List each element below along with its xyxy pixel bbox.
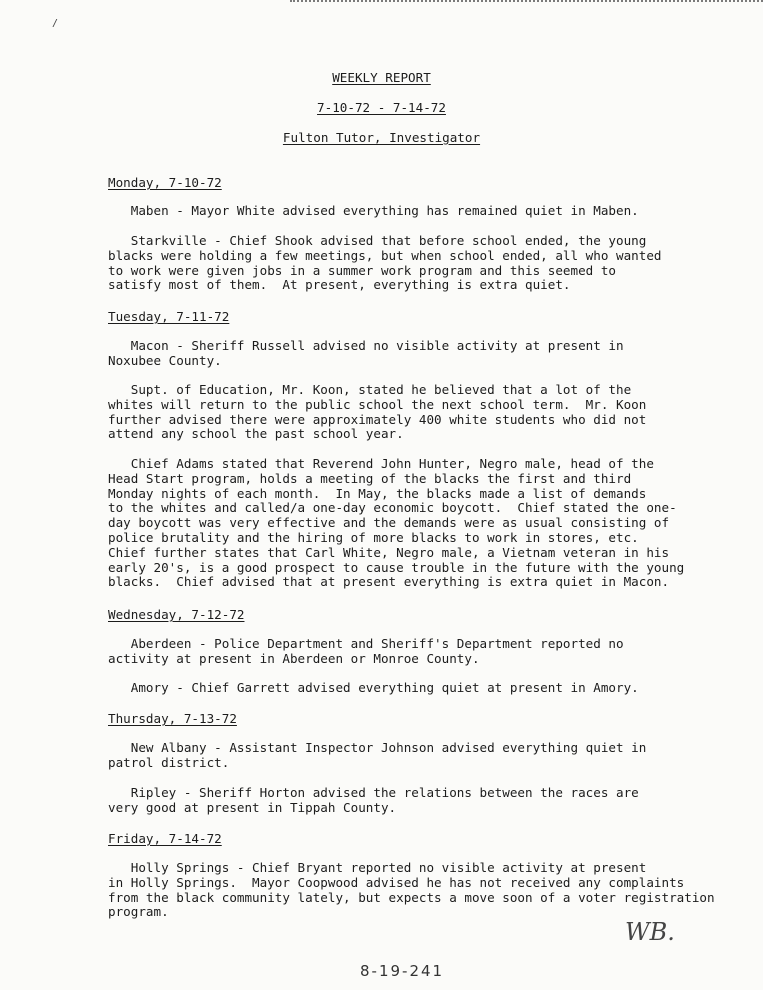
report-paragraph: Supt. of Education, Mr. Koon, stated he believed that a lot of the whites will return to the public school the next school term. Mr. Koon further advised there were approximately 400 white students who did not attend any school the past school year.	[108, 382, 647, 442]
report-paragraph: Macon - Sheriff Russell advised no visible activity at present in Noxubee County.	[108, 338, 624, 368]
day-heading-monday: Monday, 7-10-72	[108, 175, 222, 190]
corner-mark: /	[52, 18, 59, 29]
report-paragraph: Starkville - Chief Shook advised that before school ended, the young blacks were holding a few meetings, but when school ended, all who wanted to work were given jobs in a summer work program and this seemed to satisfy most of them. At present, everything is extra quiet.	[108, 233, 662, 293]
report-paragraph: Holly Springs - Chief Bryant reported no visible activity at present in Holly Springs. Mayor Coopwood advised he has not received any complaints from the black community lately, but expects a move soon of a voter registration program.	[108, 860, 715, 920]
report-paragraph: Chief Adams stated that Reverend John Hunter, Negro male, head of the Head Start program, holds a meeting of the blacks the first and third Monday nights of each month. In May, the blacks made a list of demands to the whites and called/a one-day economic boycott. Chief stated the one- day boycott was very effective and the demands were as usual consisting of police brutality and the hiring of more blacks to work in stores, etc. Chief further states that Carl White, Negro male, a Vietnam veteran in his early 20's, is a good prospect to cause trouble in the future with the young blacks. Chief advised that at present everything is extra quiet in Macon.	[108, 456, 685, 590]
report-paragraph: Maben - Mayor White advised everything has remained quiet in Maben.	[108, 203, 639, 218]
report-paragraph: Ripley - Sheriff Horton advised the relations between the races are very good at present in Tippah County.	[108, 785, 639, 815]
handwritten-initials: WB.	[625, 918, 675, 946]
day-heading-friday: Friday, 7-14-72	[108, 831, 222, 846]
day-heading-wednesday: Wednesday, 7-12-72	[108, 607, 245, 622]
scan-edge-dots	[290, 0, 763, 6]
report-author: Fulton Tutor, Investigator	[282, 130, 481, 145]
day-heading-tuesday: Tuesday, 7-11-72	[108, 309, 230, 324]
report-dates: 7-10-72 - 7-14-72	[317, 100, 446, 115]
report-title: WEEKLY REPORT	[332, 70, 431, 85]
day-heading-thursday: Thursday, 7-13-72	[108, 711, 237, 726]
report-paragraph: Aberdeen - Police Department and Sheriff's Department reported no activity at present in Aberdeen or Monroe County.	[108, 636, 624, 666]
report-paragraph: Amory - Chief Garrett advised everything quiet at present in Amory.	[108, 680, 639, 695]
report-paragraph: New Albany - Assistant Inspector Johnson advised everything quiet in patrol district.	[108, 740, 647, 770]
file-number: 8-19-241	[360, 962, 445, 980]
